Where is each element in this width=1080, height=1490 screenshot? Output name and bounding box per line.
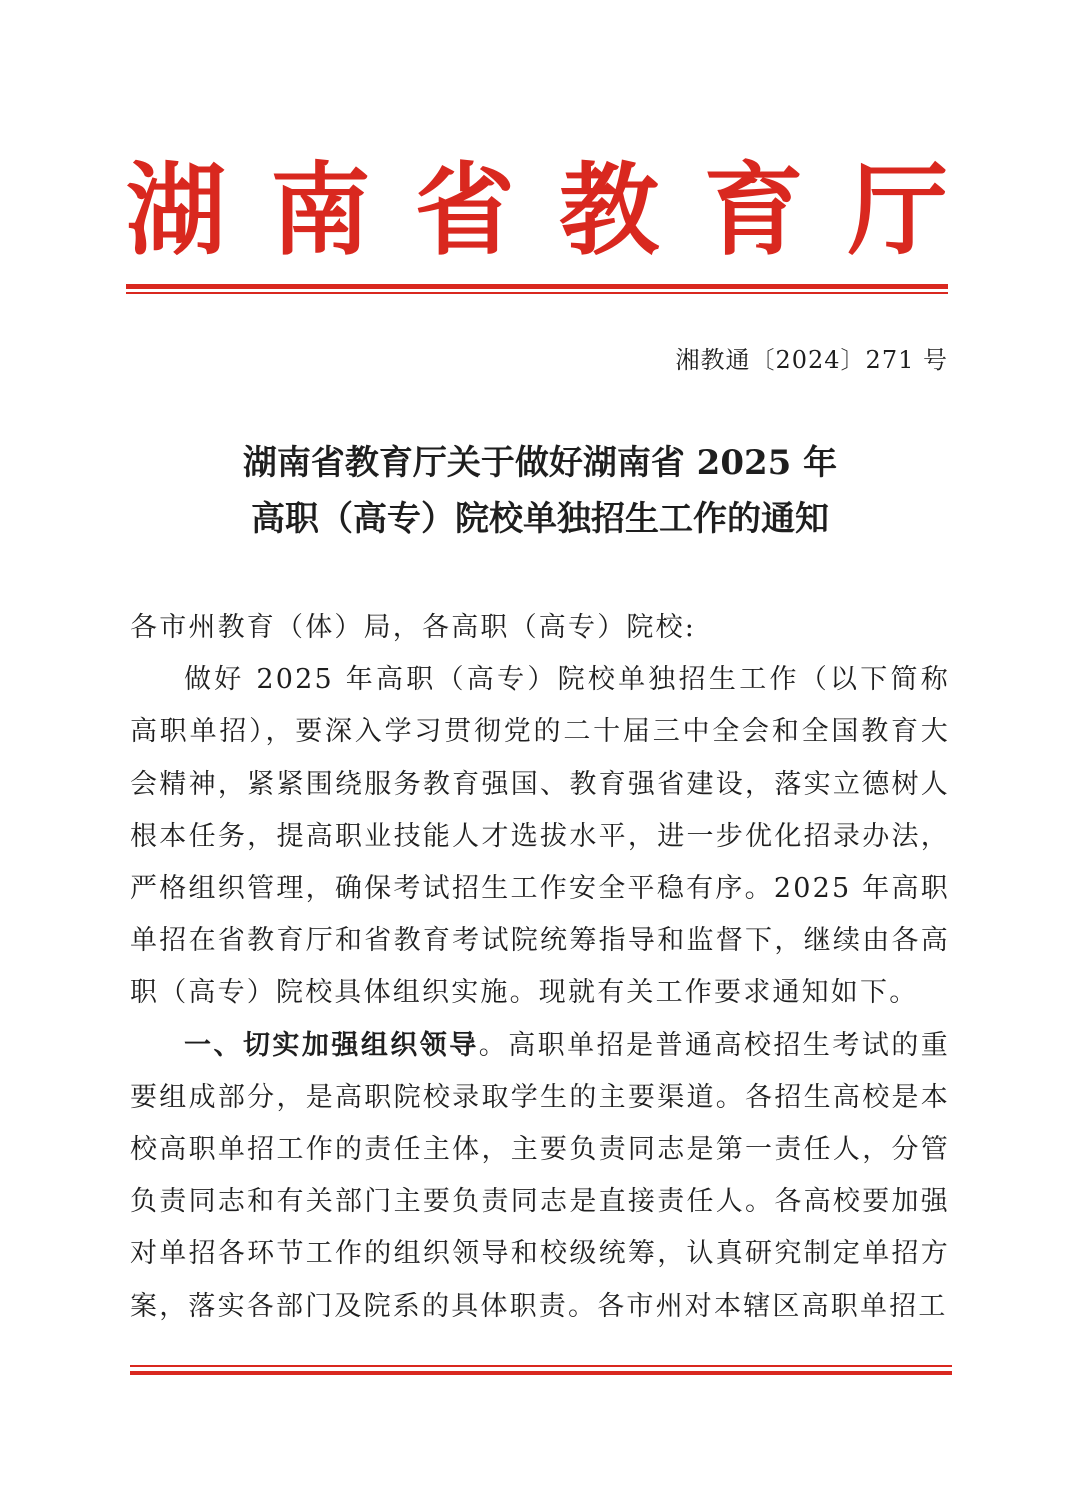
document-title-line-1: 湖南省教育厅关于做好湖南省 2025 年 (242, 443, 838, 483)
header-divider-thick (126, 284, 948, 289)
document-title-line-2: 高职（高专）院校单独招生工作的通知 (251, 499, 829, 539)
title-char: 厅 (847, 151, 948, 269)
document-number: 湘教通〔2024〕271 号 (675, 346, 948, 374)
title-char: 省 (414, 151, 515, 269)
paragraph-section-1 (130, 1020, 950, 1333)
section-text: 。高职单招是普通高校招生考试的重要组成部分，是高职院校录取学生的主要渠道。各招生高校是本校高职单招工作的责任主体，主要负责同志是第一责任人，分管负责同志和有关部门主要负责同志是直接责任人。各高校要加强对单招各环节工作的组织领导和校级统筹，认真研究制定单招方案，落实各部门及院系的具体职责。各市州对本辖区高职单招工 (130, 1029, 950, 1322)
header-divider-thin (126, 292, 948, 294)
title-char: 湖 (126, 151, 226, 269)
issuing-authority-title (126, 150, 948, 270)
paragraph: 做好 2025 年高职（高专）院校单独招生工作（以下简称高职单招），要深入学习贯彻党的二十届三中全会和全国教育大会精神，紧紧围绕服务教育强国、教育强省建设，落实立德树人根本任务，提高职业技能人才选拔水平，进一步优化招录办法，严格组织管理，确保考试招生工作安全平稳有序。2025 年高职单招在省教育厅和省教育考试院统筹指导和监督下，继续由各高职（高专）院校具体组织实施。现就有关工作要求通知如下。 (130, 664, 950, 1009)
salutation: 各市州教育（体）局，各高职（高专）院校: (130, 612, 697, 643)
footer-divider-thick (130, 1371, 952, 1375)
title-char: 南 (270, 151, 371, 269)
footer-divider-thin (130, 1365, 952, 1367)
title-char: 育 (703, 151, 804, 269)
title-char: 教 (559, 151, 660, 269)
section-heading: 一、切实加强组织领导 (184, 1029, 479, 1061)
document-body (130, 602, 950, 1333)
